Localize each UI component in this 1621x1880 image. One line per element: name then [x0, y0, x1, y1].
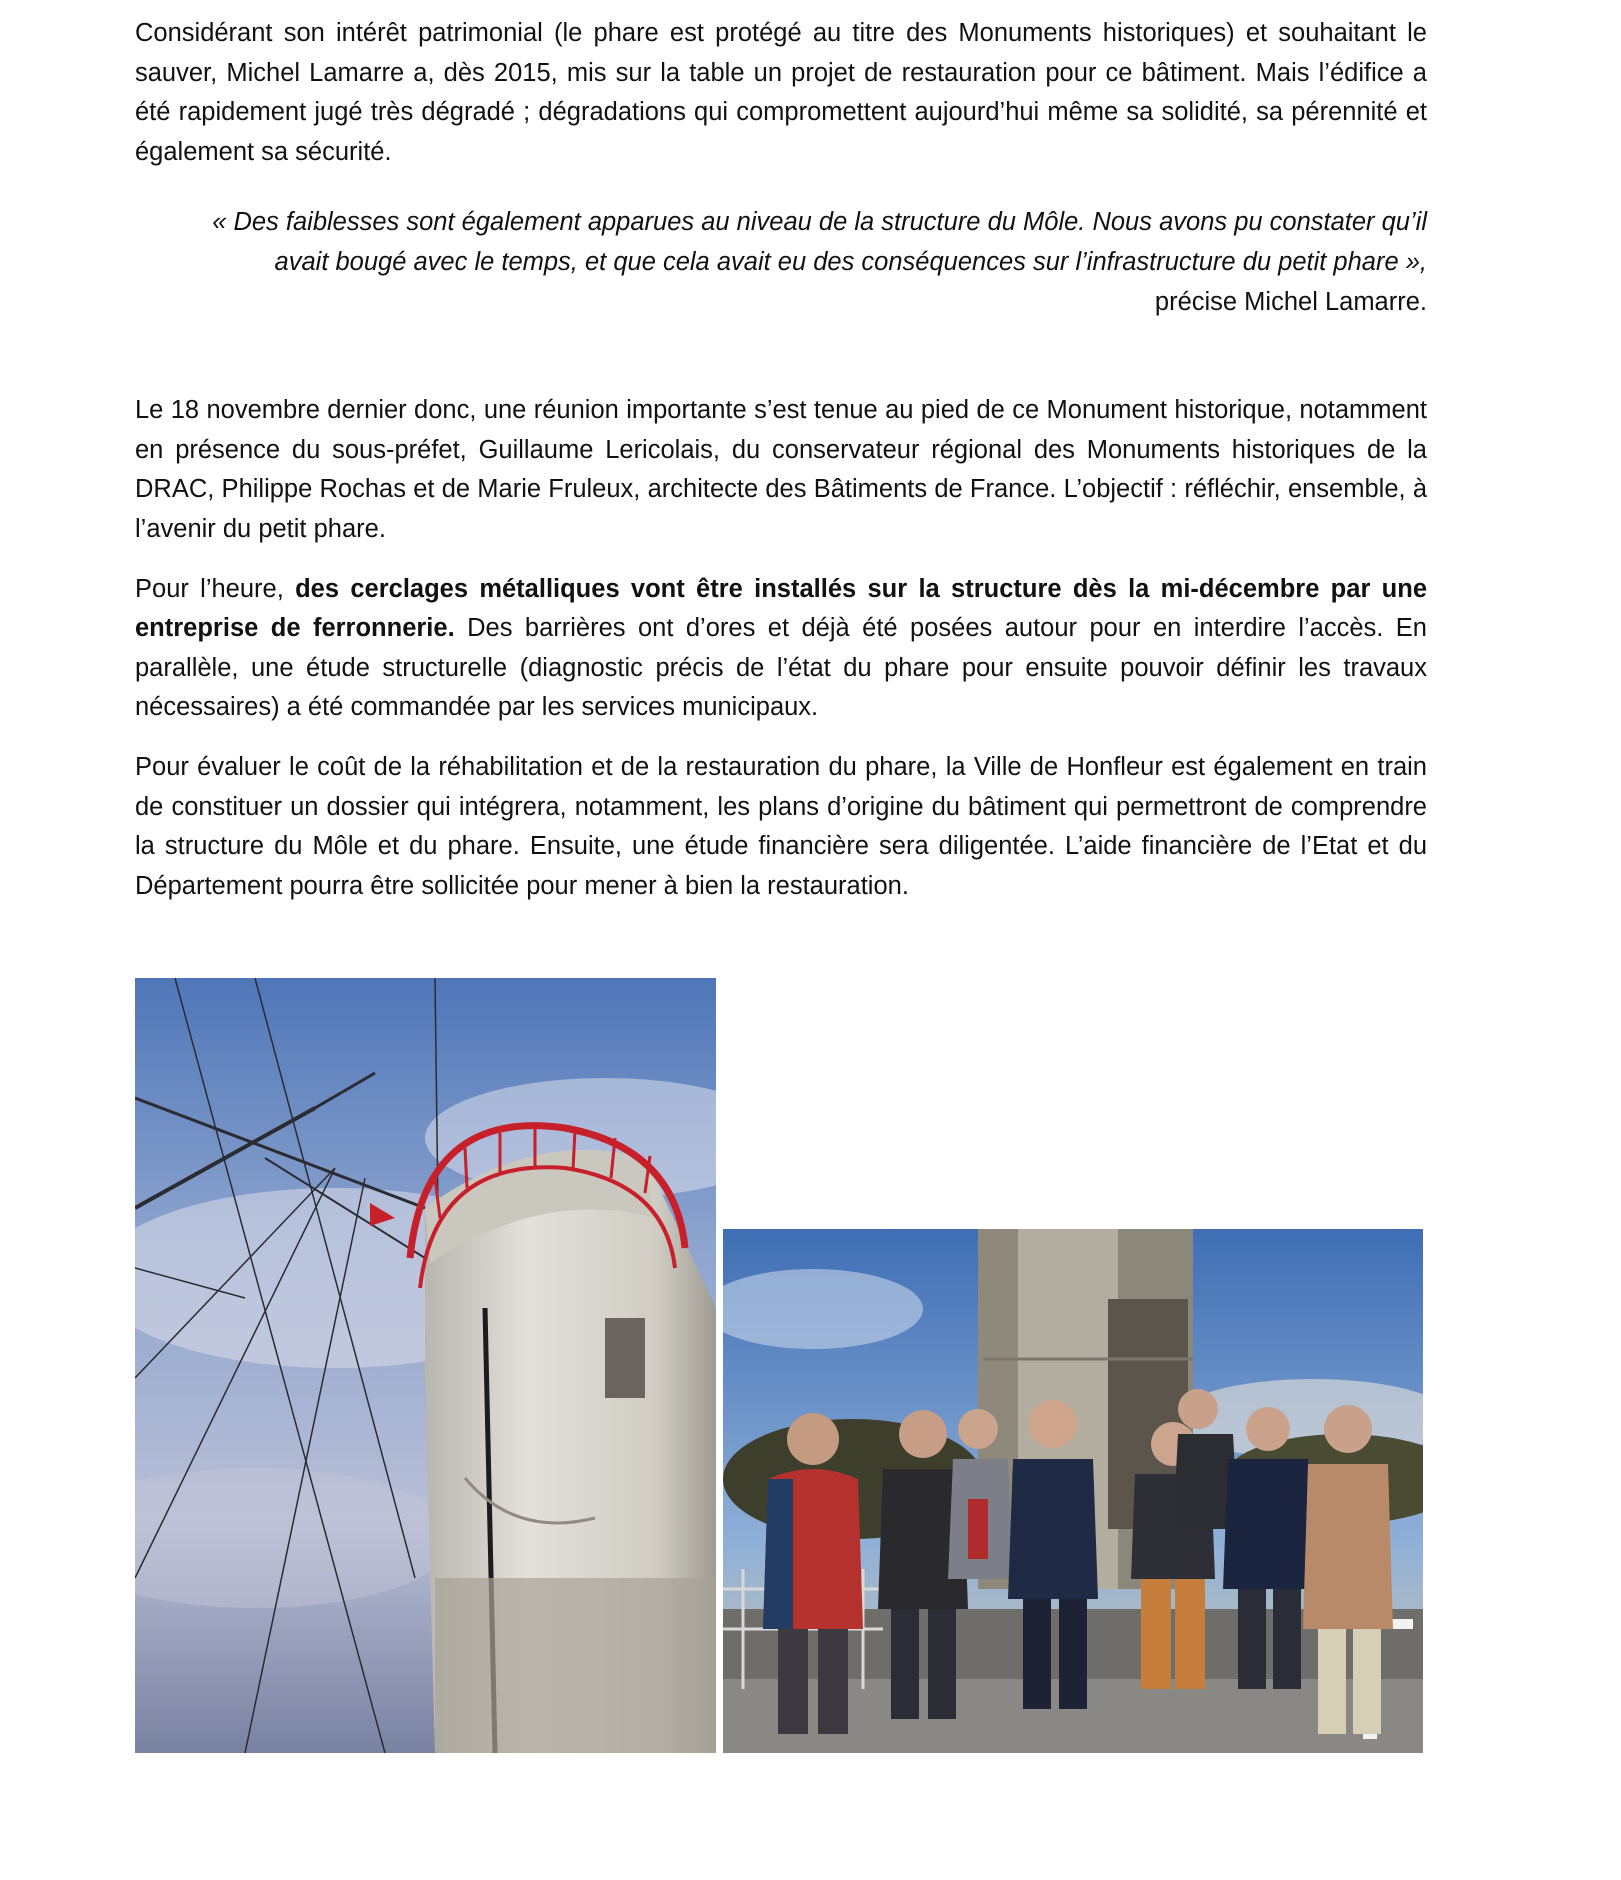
group-photo [723, 1229, 1423, 1753]
quote-attribution: précise Michel Lamarre. [1154, 287, 1427, 316]
article-body [135, 14, 1427, 906]
works-intro: Pour l’heure, [135, 574, 296, 603]
paragraph-funding: Pour évaluer le coût de la réhabilitation et de la restauration du phare, la Ville de Honfleur est également en train de constituer un dossier qui intégrera, notamment, les plans d’origine du bâtiment qui permettront de comprendre la structure du Môle et du phare. Ensuite, une étude financière sera diligentée. L’aide financière de l’Etat et du Département pourra être sollicitée pour mener à bien la restauration. [135, 752, 1427, 900]
lighthouse-photo [135, 978, 716, 1753]
paragraph-meeting: Le 18 novembre dernier donc, une réunion importante s’est tenue au pied de ce Monument historique, notamment en présence du sous-préfet, Guillaume Lericolais, du conservateur régional des Monuments historiques de la DRAC, Philippe Rochas et de Marie Fruleux, architecte des Bâtiments de France. L’objectif : réfléchir, ensemble, à l’avenir du petit phare. [135, 396, 1427, 543]
quote-text: « Des faiblesses sont également apparues au niveau de la structure du Môle. Nous avons pu constater qu’il avait bougé avec le temps, et que cela avait eu des conséquences sur l’infrastructure du petit phare », [212, 208, 1427, 276]
paragraph-heritage: Considérant son intérêt patrimonial (le phare est protégé au titre des Monuments historiques) et souhaitant le sauver, Michel Lamarre a, dès 2015, mis sur la table un projet de restauration pour ce bâtiment. Mais l’édifice a été rapidement jugé très dégradé ; dégradations qui compromettent aujourd’hui même sa solidité, sa pérennité et également sa sécurité. [135, 19, 1427, 166]
works-highlight: des cerclages métalliques vont être installés sur la structure dès la mi-décembre par une entreprise de ferronnerie. [135, 574, 1427, 643]
works-details: Des barrières ont d’ores et déjà été posées autour pour en interdire l’accès. En parallèle, une étude structurelle (diagnostic précis de l’état du phare pour ensuite pouvoir définir les travaux nécessaires) a été commandée par les services municipaux. [135, 614, 1427, 722]
paragraph-works [135, 570, 1427, 728]
